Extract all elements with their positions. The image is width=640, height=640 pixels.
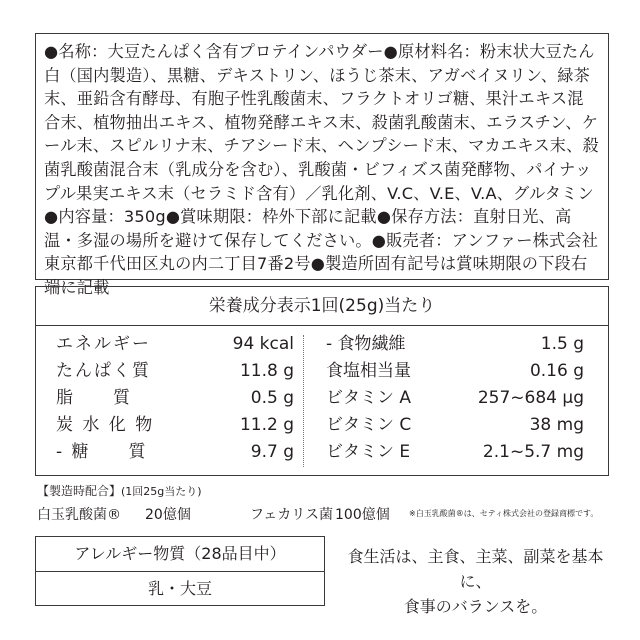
nutrient-label: ビタミン A xyxy=(326,388,412,408)
nutrition-row xyxy=(56,331,294,358)
nutrient-value: 0.16 g xyxy=(529,361,584,381)
nutrient-value: 1.5 g xyxy=(540,334,584,354)
slogan-line: 食生活は、主食、主菜、副菜を基本に、 xyxy=(347,547,604,591)
nutrition-row xyxy=(56,385,294,412)
nutrient-label: 食塩相当量 xyxy=(326,361,411,381)
nutrient-value: 38 mg xyxy=(529,415,584,435)
ingredients-text: ●名称：大豆たんぱく含有プロテインパウダー●原材料名：粉末状大豆たん白（国内製造）、黒糖、デキストリン、ほうじ茶末、アガベイヌリン、緑茶末、亜鉛含有酵母、有胞子性乳酸菌末、フラクトオリゴ糖、果汁エキス混合末、植物抽出エキス、植物発酵エキス末、殺菌乳酸菌末、エラスチン、ケール末、スピルリナ末、チアシード末、ヘンプシード末、マカエキス末、殺菌乳酸菌混合末（乳成分を含む）、乳酸菌・ビフィズス菌発酵物、パイナップル果実エキス末（セラミド含有）／乳化剤、V.C、V.E、V.A、グルタミン●内容量：350g●賞味期限：枠外下部に記載●保存方法：直射日光、高温・多湿の場所を避けて保存してください。●販売者：アンファー株式会社 東京都千代田区丸の内二丁目7番2号●製造所固有記号は賞味期限の下段右端に記載 xyxy=(44,42,599,297)
column-divider xyxy=(303,335,304,467)
nutrient-label: 脂 質 xyxy=(56,388,132,408)
nutrient-value: 9.7 g xyxy=(250,442,294,462)
nutrient-label: ‐ 糖 質 xyxy=(56,442,148,462)
nutrient-value: 0.5 g xyxy=(250,388,294,408)
allergen-title: アレルギー物質（28品目中） xyxy=(36,537,324,572)
composition-subheading: (1回25g当たり) xyxy=(121,485,202,498)
bacteria-name: フェカリス菌 xyxy=(250,507,334,523)
slogan-line: 食事のバランスを。 xyxy=(403,597,548,616)
nutrient-label: ビタミン E xyxy=(326,442,411,462)
allergen-panel xyxy=(35,536,325,606)
nutrition-row xyxy=(56,358,294,385)
nutrient-value: 94 kcal xyxy=(232,334,294,354)
nutrition-left-column xyxy=(56,331,294,466)
nutrition-title: 栄養成分表示1回(25g)当たり xyxy=(36,287,608,326)
nutrient-label: ‐ 食物繊維 xyxy=(326,334,406,354)
bacteria-name: 白玉乳酸菌® xyxy=(37,507,121,523)
nutrition-row xyxy=(326,331,584,358)
nutrient-value: 11.8 g xyxy=(239,361,294,381)
trademark-note: ※白玉乳酸菌®は、セティ株式会社の登録商標です。 xyxy=(409,509,599,518)
nutrient-label: エネルギー xyxy=(56,334,151,354)
composition-section xyxy=(37,482,617,526)
nutrition-facts-panel xyxy=(35,286,609,476)
allergen-items: 乳・大豆 xyxy=(147,579,212,598)
nutrition-row xyxy=(56,412,294,439)
dietary-slogan xyxy=(338,544,613,619)
nutrition-row xyxy=(326,412,584,439)
ingredients-panel xyxy=(35,33,609,297)
nutrition-row xyxy=(326,385,584,412)
nutrient-value: 257~684 µg xyxy=(477,388,584,408)
bacteria-amount: 100億個 xyxy=(335,507,390,523)
nutrition-row xyxy=(326,439,584,466)
nutrient-label: たんぱく質 xyxy=(56,361,151,381)
nutrient-label: ビタミン C xyxy=(326,415,412,435)
nutrient-value: 2.1~5.7 mg xyxy=(482,442,584,462)
nutrient-value: 11.2 g xyxy=(239,415,294,435)
bacteria-amount: 20億個 xyxy=(145,507,191,523)
nutrition-right-column xyxy=(326,331,584,466)
nutrition-row xyxy=(326,358,584,385)
nutrient-label: 炭 水 化 物 xyxy=(56,415,155,435)
composition-heading xyxy=(37,482,202,499)
composition-heading-text: 【製造時配合】 xyxy=(37,484,122,498)
nutrition-row xyxy=(56,439,294,466)
